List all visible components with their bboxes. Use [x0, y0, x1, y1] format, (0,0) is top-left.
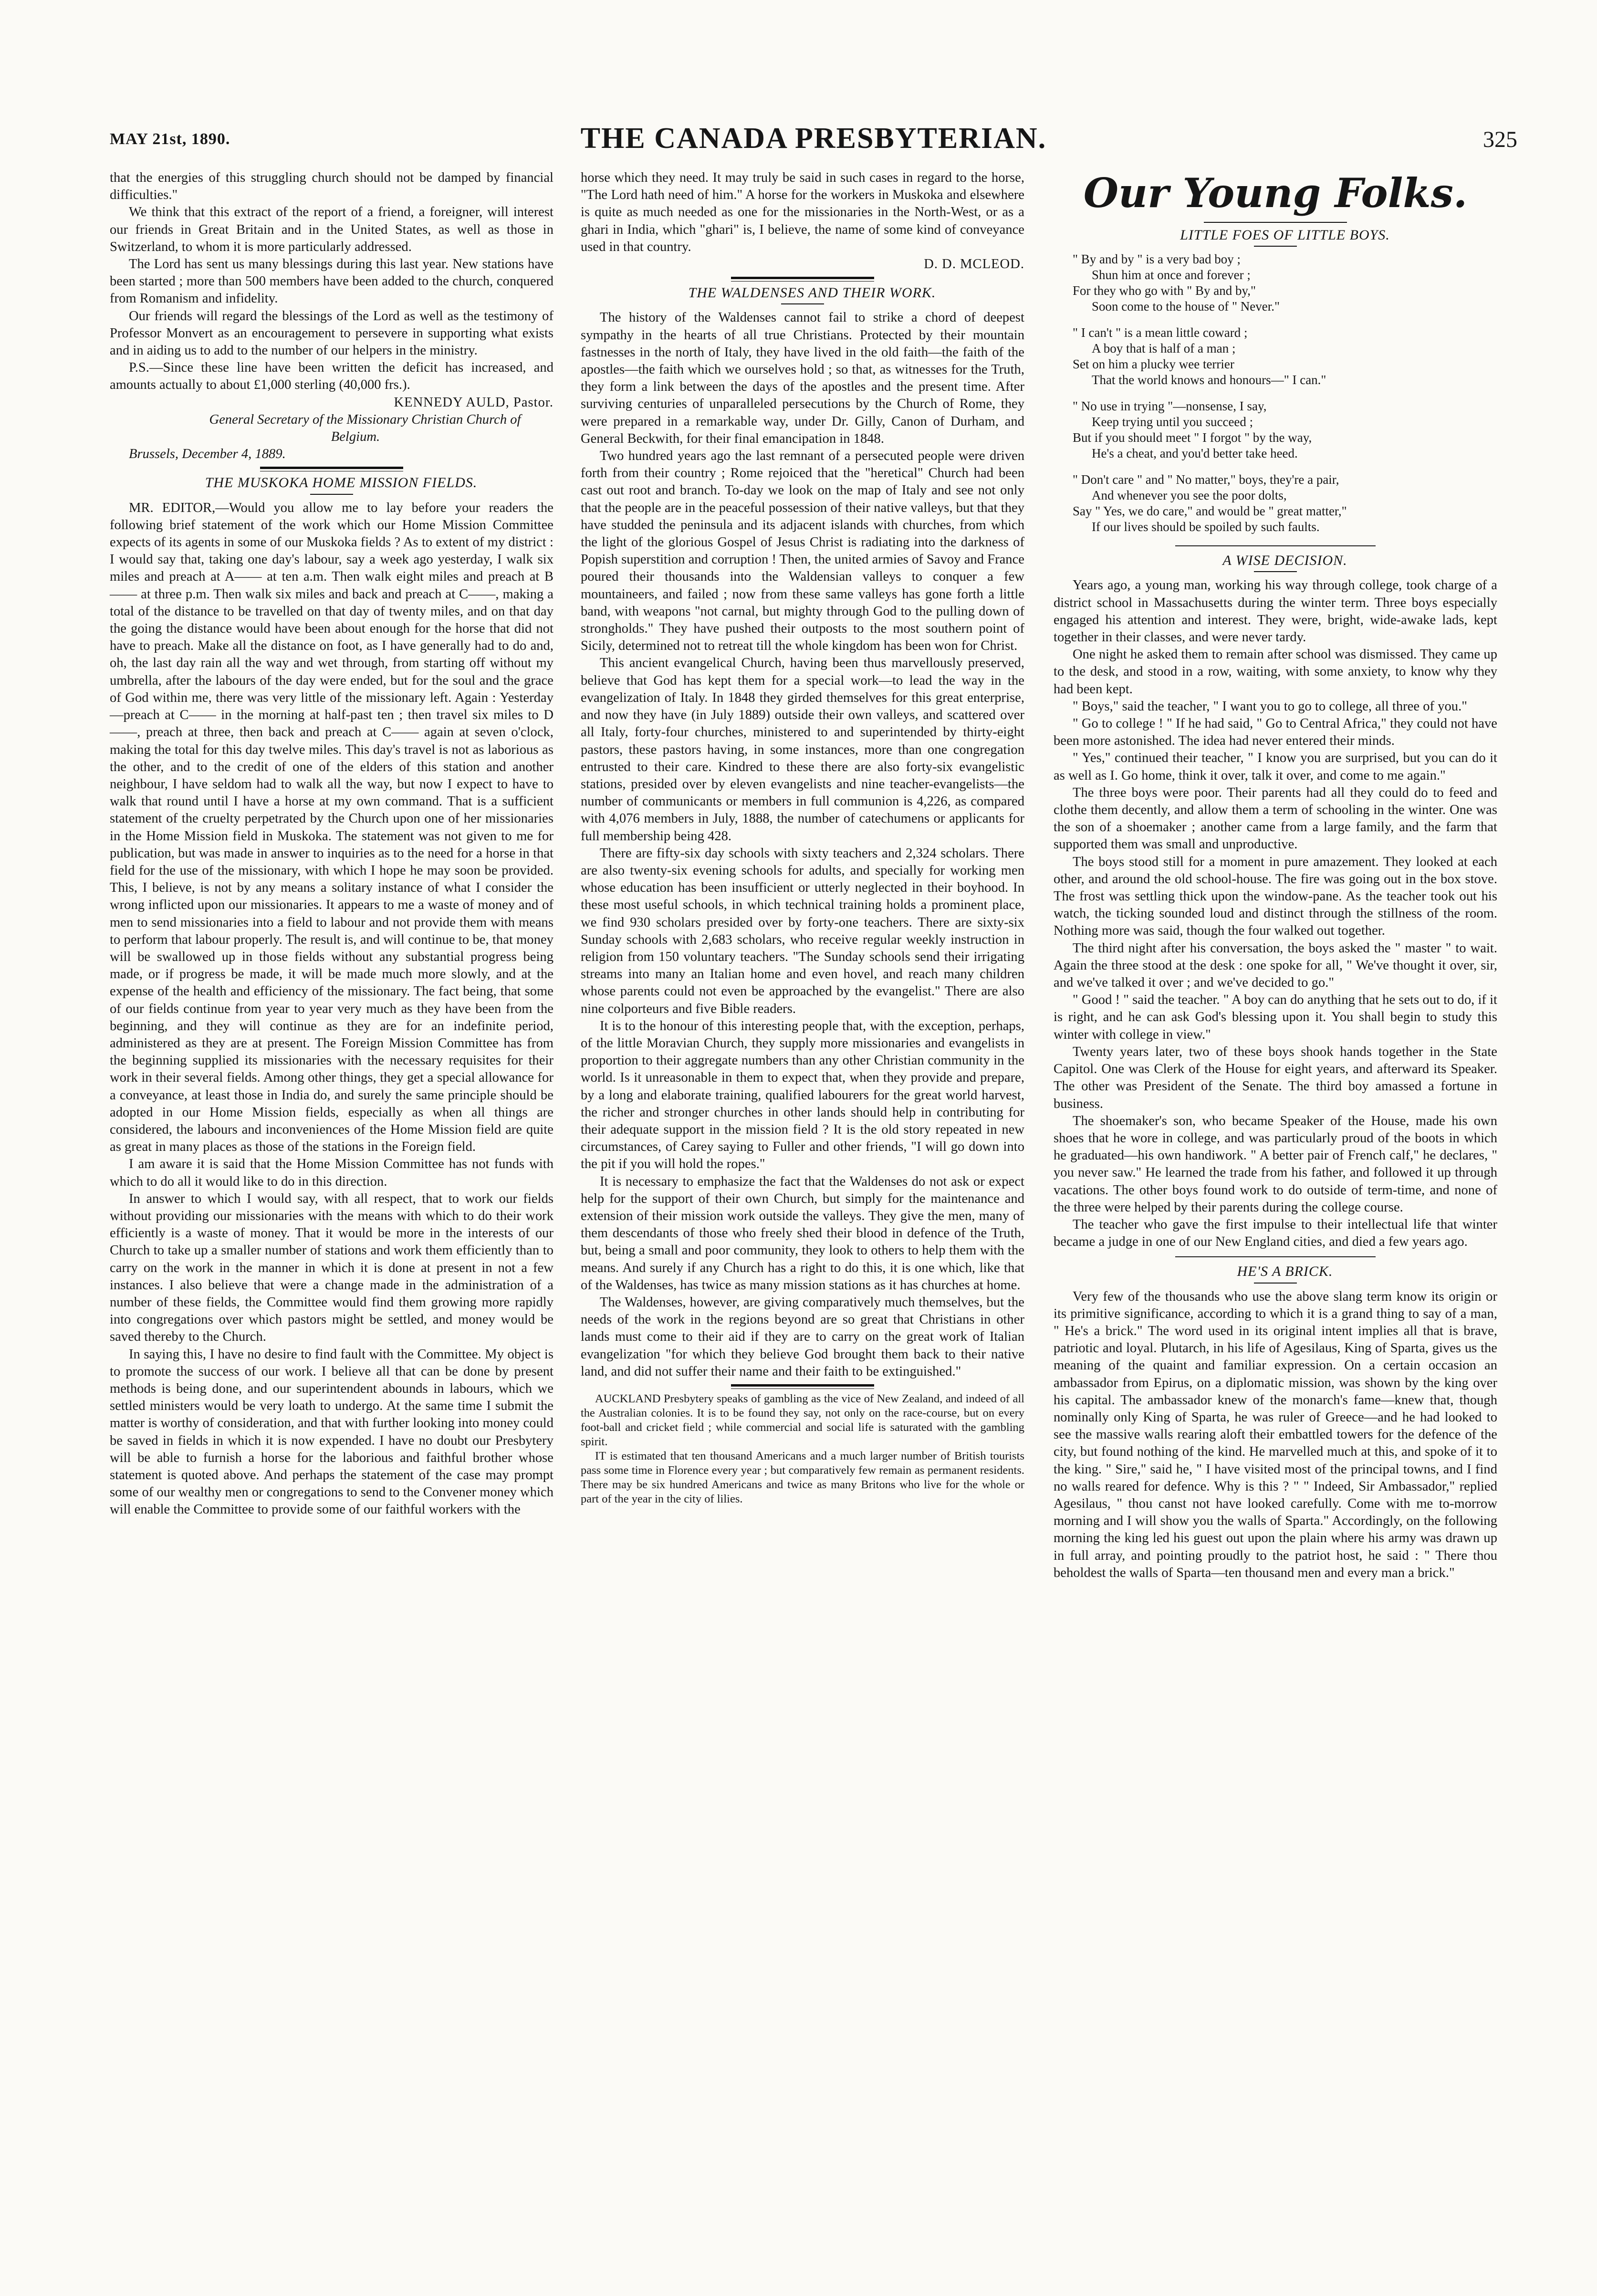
paragraph: The teacher who gave the first impulse to their intellectual life that winter became a judge in one of our New England cities, and died a few years ago.: [1054, 1217, 1497, 1250]
poem-line: He's a cheat, and you'd better take heed.: [1092, 446, 1298, 461]
title-rule: [781, 303, 824, 304]
poem-line: Shun him at once and forever ;: [1092, 268, 1251, 282]
column-right: [1054, 169, 1497, 1582]
poem-line: Say " Yes, we do care," and would be " great matter,": [1073, 504, 1347, 519]
poem-stanza: [1073, 398, 1497, 461]
article-title: THE MUSKOKA HOME MISSION FIELDS.: [205, 475, 478, 491]
paragraph: The Waldenses, however, are giving comparatively much themselves, but the needs of the work in the regions beyond are so great that Christians in other lands must come to their aid if they are to carry on the great work of Italian evangelization "for which they believe God brought them back to their native land, and did not suffer their name and their faith to be extinguished.": [581, 1295, 1024, 1379]
poem-line: If our lives should be spoiled by such faults.: [1092, 520, 1320, 534]
paragraph: Very few of the thousands who use the above slang term know its origin or its primitive significance, according to which it is a grand thing to say of a man, " He's a brick." The word used in its original intent implies all that is brave, patriotic and loyal. Plutarch, in his life of Agesilaus, King of Sparta, gives us the meaning of the quaint and familiar expression. On a certain occasion an ambassador from Epirus, on a diplomatic mission, was shown by the king over his capital. The ambassador knew of the monarch's fame—knew that, though nominally only King of Sparta, he was ruler of Greece—and he had looked to see the massive walls rearing aloft their embattled towers for the defence of the city, but found nothing of the kind. He marvelled much at this, and spoke of it to the king. " Sire," said he, " I have visited most of the principal towns, and I find no walls reared for defence. Why is this ? " " Indeed, Sir Ambassador," replied Agesilaus, " thou canst not have looked carefully. Come with me to-morrow morning and I will show you the walls of Sparta." Accordingly, on the following morning the king led his guest out upon the plain where his army was drawn up in full array, and pointing proudly to the patriot host, he said : " There thou beholdest the walls of Sparta—ten thousand men and every man a brick.": [1054, 1289, 1497, 1580]
page-number: 325: [1483, 127, 1517, 152]
paragraph: It is necessary to emphasize the fact that the Waldenses do not ask or expect help for the support of their own Church, but simply for the maintenance and extension of their mission work outside the valleys. They give the men, many of them descendants of those who freely shed their blood in defence of the Truth, but, being a small and poor community, they look to others to help them with the means. And surely if any Church has a right to do this, it is one which, like that of the Waldenses, has twice as many mission stations as it has churches at home.: [581, 1174, 1024, 1293]
paragraph: The shoemaker's son, who became Speaker of the House, made his own shoes that he wore in college, and was particularly proud of the boots in which he graduated—his own handiwork. " A better pair of French calf," he declares, " you never saw." He learned the trade from his father, and followed it up through vacations. The other boys found work to do outside of term-time, and none of the three were helped by their parents during the college course.: [1054, 1113, 1497, 1215]
issue-date: MAY 21st, 1890.: [110, 130, 230, 148]
paragraph: " Yes," continued their teacher, " I know you are surprised, but you can do it as well as I. Go home, think it over, talk it over, and come to me again.": [1054, 751, 1497, 783]
poem-line: " I can't " is a mean little coward ;: [1073, 325, 1248, 340]
paragraph: " Go to college ! " If he had said, " Go to Central Africa," they could not have been more astonished. The idea had never entered their minds.: [1054, 716, 1497, 749]
poem-line: But if you should meet " I forgot " by the way,: [1073, 430, 1312, 445]
place-date: Brussels, December 4, 1889.: [129, 447, 286, 462]
section-rule: [1204, 222, 1347, 223]
poem-line: " No use in trying "—nonsense, I say,: [1073, 399, 1267, 414]
paragraph: Our friends will regard the blessings of the Lord as well as the testimony of Professor Monvert as an encouragement to persevere in supporting what exists and in aiding us to add to the number of our helpers in the ministry.: [110, 308, 553, 358]
title-rule: [1254, 571, 1297, 572]
paragraph: The history of the Waldenses cannot fail to strike a chord of deepest sympathy in the hearts of all true Christians. Protected by their mountain fastnesses in the north of Italy, they have lived in the old faith—the faith of the apostles—the faith which we ourselves hold ; so that, as witnesses for the Truth, they form a link between the days of the apostles and the present time. After surviving centuries of unparalleled persecutions by the Church of Rome, they were prepared in a remarkable way, under Dr. Gilly, Canon of Durham, and General Beckwith, for their final emancipation in 1848.: [581, 310, 1024, 446]
section-rule: [731, 1384, 874, 1389]
column-middle: [581, 169, 1024, 1506]
news-notes: [581, 1392, 1024, 1506]
paragraph: In saying this, I have no desire to find fault with the Committee. My object is to promote the success of our work. I believe all that can be done by present methods is being done, and our superintendent abounds in labours, which we settled ministers would be very loath to undergo. At the same time I submit the matter is worthy of consideration, and that with further looking into money could be saved in fields in which it is now expended. I have no doubt our Presbytery will be able to furnish a horse for the laborious and faithful brother whose statement is quoted above. And perhaps the statement of the case may prompt some of our wealthy men or congregations to send to the Convener money which will enable the Committee to provide some of our faithful workers with the: [110, 1346, 553, 1517]
signature: KENNEDY AULD, Pastor.: [394, 395, 553, 410]
poem-line: " Don't care " and " No matter," boys, they're a pair,: [1073, 472, 1339, 487]
paragraph: The boys stood still for a moment in pure amazement. They looked at each other, and around the old school-house. The fire was going out in the box stove. The frost was settling thick upon the window-pane. As the teacher took out his watch, the ticking sounded loud and distinct through the stillness of the room. Nothing more was said, though the four walked out together.: [1054, 854, 1497, 939]
paragraph: P.S.—Since these line have been written the deficit has increased, and amounts actually to about £1,000 sterling (40,000 frs.).: [110, 360, 553, 393]
poem-line: Set on him a plucky wee terrier: [1073, 357, 1234, 372]
poem-stanza: [1073, 472, 1497, 535]
paragraph: There are fifty-six day schools with sixty teachers and 2,324 scholars. There are also twenty-six evening schools for adults, and specially for working men whose education has been insufficient or utterly neglected in their boyhood. In these most useful schools, in which technical training holds a prominent place, we find 930 scholars presided over by forty-one teachers. There are sixty-six Sunday schools with 2,683 scholars, who receive regular weekly instruction in religion from 150 voluntary teachers. "The Sunday schools send their irrigating streams into many an Italian home and even hovel, and reach many children whose parents could not even be approached by the evangelist." There are also nine colporteurs and five Bible readers.: [581, 845, 1024, 1016]
paragraph: MR. EDITOR,—Would you allow me to lay before your readers the following brief statement of the work which our Home Mission Committee expects of its agents in some of our Muskoka fields ? As to extent of my district : I would say that, taking one day's labour, say a week ago yesterday, I walk six miles and preach at A—— at ten a.m. Then walk eight miles and preach at B—— at three p.m. Then walk six miles and back and preach at C——, making a total of the distance to be travelled on that day of twenty miles, and on that day the going the distance would have been about enough for the horse that did not have to preach. Make all the distance on foot, as I have generally had to do and, oh, the last day rain all the way and wet through, from starting off without my umbrella, after the labours of the day were ended, but for the soul and the grace of God within me, there was very little of the missionary left. Again : Yesterday—preach at C—— in the morning at half-past ten ; then travel six miles to D——, preach at three, then back and preach at C—— again at seven o'clock, making the total for this day twelve miles. This day's travel is not as laborious as the other, and to the credit of one of the elders of this station and another neighbour, I have seldom had to walk all the way, but now I expect to have to walk that round until I have a horse at my own command. That is a sufficient statement of the cruelty perpetrated by the Church upon one of her missionaries in the Home Mission field in Muskoka. The statement was not given to me for publication, but was made in answer to inquiries as to the need for a horse in that field for the use of the missionary, with which I hope he may soon be provided. This, I believe, is not by any means a solitary instance of what I consider the wrong inflicted upon our missionaries. It appears to me a waste of money and of men to send missionaries into a field to labour and not provide them with means to perform that labour properly. The result is, and will continue to be, that money will be swallowed up in those fields without any substantial progress being made, or if progress be made, it will be made much more slowly, and at the expense of the health and efficiency of the missionary. The fact being, that some of our fields continue from year to year very much as they have been from the beginning, and they will continue as they are for an indefinite period, administered as they are at present. The Foreign Mission Committee has from the beginning supplied its missionaries with the necessary requisites for their work in their several fields. Among other things, they get a special allowance for a conveyance, at least those in India do, and surely the same principle should be adopted in our Home Mission fields, especially as when all things are considered, the labours and inconveniences of the Home Mission field are quite as great in many places as those of the stations in the Foreign field.: [110, 500, 553, 1155]
news-note: AUCKLAND Presbytery speaks of gambling as the vice of New Zealand, and indeed of all the Australian colonies. It is to be found they say, not only on the race-course, but on every foot-ball and cricket field ; while commercial and social life is saturated with the gambling spirit.: [581, 1392, 1024, 1449]
poem-line: A boy that is half of a man ;: [1092, 341, 1236, 356]
paragraph: Years ago, a young man, working his way through college, took charge of a district school in Massachusetts during the winter term. Three boys especially engaged his attention and interest. They were, bright, wide-awake lads, kept together in their classes, and were never tardy.: [1054, 578, 1497, 645]
paragraph: " Boys," said the teacher, " I want you to go to college, all three of you.": [1073, 699, 1467, 714]
paragraph: One night he asked them to remain after school was dismissed. They came up to the desk, and stood in a row, waiting, with some anxiety, to know why they had been kept.: [1054, 647, 1497, 697]
paragraph: horse which they need. It may truly be said in such cases in regard to the horse, "The Lord hath need of him." A horse for the workers in Muskoka and elsewhere is quite as much needed as one for the missionaries in the North-West, or as a ghari in India, which "ghari" is, I believe, the name of some kind of conveyance used in that country.: [581, 170, 1024, 254]
newspaper-title: THE CANADA PRESBYTERIAN.: [580, 122, 1047, 155]
poem-line: That the world knows and honours—" I can.": [1092, 373, 1326, 387]
column-left: [110, 169, 553, 1519]
paragraph: I am aware it is said that the Home Mission Committee has not funds with which to do all it would like to do in this direction.: [110, 1157, 553, 1189]
poem-line: For they who go with " By and by,": [1073, 283, 1256, 298]
article-title: THE WALDENSES AND THEIR WORK.: [688, 285, 936, 301]
paragraph: The three boys were poor. Their parents had all they could do to feed and clothe them decently, and allow them a term of schooling in the winter. One was the son of a shoemaker ; another came from a large family, and the farm that supported them was small and unproductive.: [1054, 785, 1497, 852]
paragraph: This ancient evangelical Church, having been thus marvellously preserved, believe that God has kept them for a special work—to lead the way in the evangelization of Italy. In 1848 they girded themselves for this great enterprise, and now they have (in July 1889) outside their own valleys, and scattered over all Italy, forty-four churches, ministered to and superintended by thirty-eight pastors, these pastors having, in some instances, more than one congregation entrusted to their care. Kindred to these there are also forty-six evangelistic stations, presided over by eleven evangelists and nine teacher-evangelists—the number of communicants or members in full communion is 4,226, as compared with 4,076 members in July, 1888, the number of catechumens or applicants for full membership being 428.: [581, 656, 1024, 844]
poem-title: LITTLE FOES OF LITTLE BOYS.: [1180, 227, 1390, 243]
title-rule: [310, 494, 353, 495]
paragraph: The Lord has sent us many blessings during this last year. New stations have been started ; more than 500 members have been added to the church, conquered from Romanism and infidelity.: [110, 257, 553, 306]
page-header: [110, 122, 1517, 155]
paragraph: that the energies of this struggling church should not be damped by financial difficulties.": [110, 170, 553, 203]
title-rule: [1254, 246, 1297, 247]
poem-line: Soon come to the house of " Never.": [1092, 299, 1280, 314]
paragraph: The third night after his conversation, the boys asked the " master " to wait. Again the three stood at the desk : one spoke for all, " We've thought it over, sir, and we've talked it over ; and we've decided to go.": [1054, 940, 1497, 991]
poem-stanza: [1073, 325, 1497, 388]
article-title: HE'S A BRICK.: [1237, 1263, 1333, 1280]
paragraph: Two hundred years ago the last remnant of a persecuted people were driven forth from their country ; Rome rejoiced that the "heretical" Church had been cast out root and branch. To-day we look on the map of Italy and see not only that the people are in the peaceful possession of their native valleys, but that they have studded the peninsula and its adjacent islands with churches, from which the light of the glorious Gospel of Jesus Christ is radiating into the darkness of Popish superstition and corruption ! Then, the united armies of Savoy and France poured their thousands into the Waldensian valleys to conquer a few mountaineers, and failed ; now from these same valleys has gone forth a little band, with weapons "not carnal, but mighty through God to the pulling down of strongholds." They have pushed their outposts to the most southern point of Sicily, determined not to retreat till the whole kingdom has been won for Christ.: [581, 449, 1024, 654]
section-rule: [1175, 545, 1376, 546]
poem-line: Keep trying until you succeed ;: [1092, 415, 1253, 429]
signature: D. D. MCLEOD.: [924, 257, 1024, 272]
section-rule: [1175, 1256, 1376, 1257]
paragraph: In answer to which I would say, with all respect, that to work our fields without providing our missionaries with the means with which to do their work efficiently is a waste of money. That it would be more in the interests of our Church to take up a smaller number of stations and work them efficiently than to carry on the work in the manner in which it is done at present in not a few instances. I also believe that were a change made in the administration of a number of these fields, the Committee would find them growing more rapidly into congregations over which pastors might be settled, and money would be saved thereby to the Church.: [110, 1191, 553, 1345]
title-rule: [1254, 1283, 1297, 1284]
section-title: Our Young Folks.: [1083, 169, 1468, 217]
paragraph: We think that this extract of the report of a friend, a foreigner, will interest our friends in Great Britain and in the United States, as well as those in Switzerland, to whom it is more particularly addressed.: [110, 205, 553, 254]
poem-line: " By and by " is a very bad boy ;: [1073, 252, 1241, 267]
section-rule: [260, 467, 403, 471]
signature-title: General Secretary of the Missionary Christian Church of Belgium.: [209, 412, 521, 445]
paragraph: It is to the honour of this interesting people that, with the exception, perhaps, of the little Moravian Church, they supply more missionaries and evangelists in proportion to their aggregate numbers than any other Christian community in the world. Is it unreasonable in them to expect that, when they provide and prepare, by a long and elaborate training, qualified labourers for the great world harvest, the richer and stronger churches in other lands should help in contributing for their adequate support in the mission field ? It is the old story repeated in new circumstances, of Carey saying to Fuller and other friends, "I will go down into the pit if you will hold the ropes.": [581, 1018, 1024, 1172]
section-rule: [731, 277, 874, 282]
news-note: IT is estimated that ten thousand Americans and a much larger number of British tourists pass some time in Florence every year ; but comparatively few remain as permanent residents. There may be six hundred Americans and twice as many Britons who live for the whole or part of the year in the city of lilies.: [581, 1450, 1024, 1506]
article-title: A WISE DECISION.: [1222, 553, 1347, 569]
paragraph: Twenty years later, two of these boys shook hands together in the State Capitol. One was Clerk of the House for eight years, and afterward its Speaker. The other was President of the Senate. The third boy amassed a fortune in business.: [1054, 1044, 1497, 1111]
poem-line: And whenever you see the poor dolts,: [1092, 488, 1287, 503]
poem-stanza: [1073, 251, 1497, 314]
paragraph: " Good ! " said the teacher. " A boy can do anything that he sets out to do, if it is right, and he can ask God's blessing upon it. You shall begin to study this winter with college in view.": [1054, 992, 1497, 1042]
